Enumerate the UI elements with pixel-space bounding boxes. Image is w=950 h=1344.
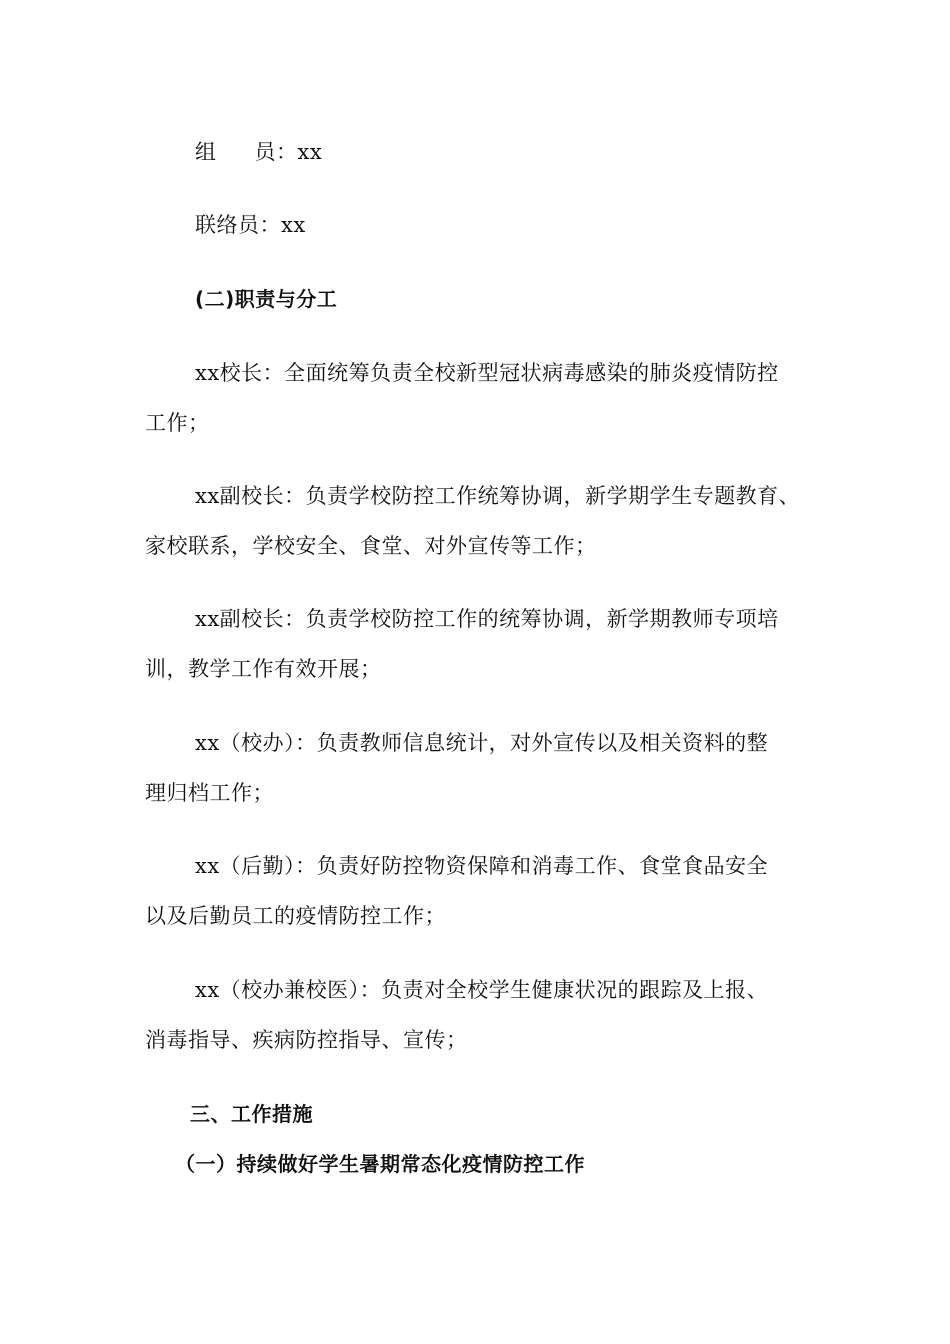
measures-heading: 三、工作措施 [190, 1102, 313, 1126]
duty-item-1-line1: xx校长：全面统筹负责全校新型冠状病毒感染的肺炎疫情防控 [195, 361, 779, 385]
members-label-char1: 组 [195, 140, 217, 164]
duty-item-5-line2: 以及后勤员工的疫情防控工作； [145, 904, 446, 928]
duty-item-6-line1: xx（校办兼校医）：负责对全校学生健康状况的跟踪及上报、 [195, 978, 769, 1002]
duties-heading: (二)职责与分工 [195, 287, 338, 311]
duty-item-3-line2: 训，教学工作有效开展； [145, 657, 382, 681]
duty-item-5-line1: xx（后勤）：负责好防控物资保障和消毒工作、食堂食品安全 [195, 854, 769, 878]
duty-item-4-line2: 理归档工作； [145, 781, 274, 805]
measures-subheading: （一）持续做好学生暑期常态化疫情防控工作 [175, 1152, 585, 1176]
duty-item-2-line1: xx副校长：负责学校防控工作统筹协调，新学期学生专题教育、 [195, 484, 801, 508]
liaison-line: 联络员：xx [195, 213, 306, 237]
members-label-value: 员：xx [254, 140, 323, 164]
duty-item-4-line1: xx（校办）：负责教师信息统计，对外宣传以及相关资料的整 [195, 731, 769, 755]
duty-item-1-line2: 工作； [145, 411, 210, 435]
duty-item-3-line1: xx副校长：负责学校防控工作的统筹协调，新学期教师专项培 [195, 607, 779, 631]
members-line [195, 138, 322, 166]
duty-item-6-line2: 消毒指导、疾病防控指导、宣传； [145, 1028, 468, 1052]
duty-item-2-line2: 家校联系，学校安全、食堂、对外宣传等工作； [145, 534, 597, 558]
